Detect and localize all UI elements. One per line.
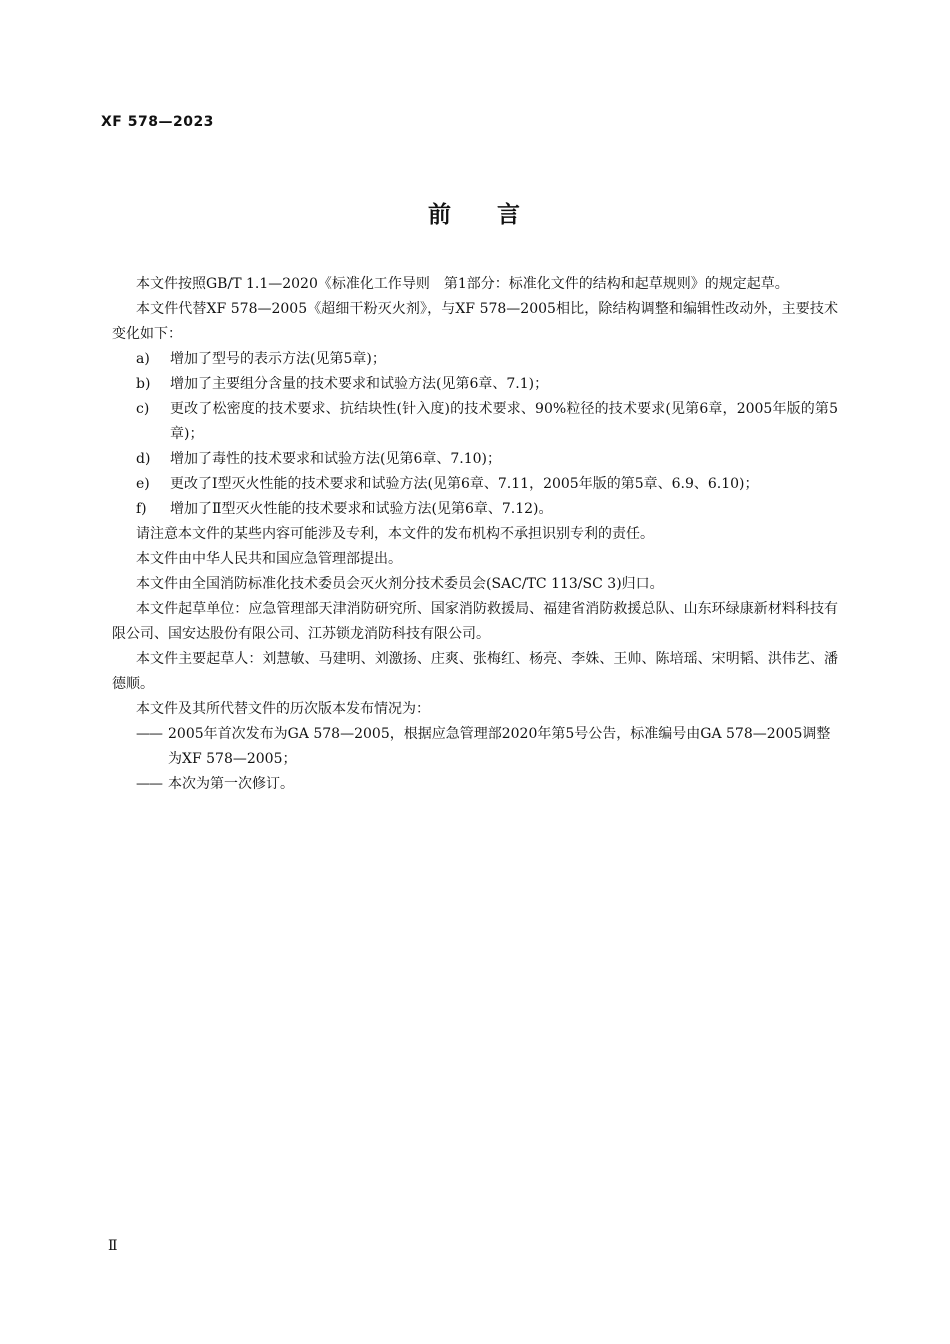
list-text: 增加了Ⅱ型灭火性能的技术要求和试验方法(见第6章、7.12)。	[170, 501, 553, 517]
paragraph-drafting-rules: 本文件按照GB/T 1.1—2020《标准化工作导则 第1部分：标准化文件的结构和起草规则》的规定起草。	[136, 276, 789, 292]
list-text: 增加了毒性的技术要求和试验方法(见第6章、7.10)；	[170, 451, 502, 467]
dash-marker: ——	[136, 726, 162, 742]
history-text: 本次为第一次修订。	[168, 776, 294, 792]
title-char-2: 言	[497, 202, 522, 228]
paragraph-patent-notice: 请注意本文件的某些内容可能涉及专利，本文件的发布机构不承担识别专利的责任。	[136, 526, 654, 542]
document-code: XF 578—2023	[101, 114, 214, 130]
history-text: 2005年首次发布为GA 578—2005，根据应急管理部2020年第5号公告，标准编号由GA 578—2005调整为XF 578—2005；	[168, 726, 831, 767]
list-text: 增加了主要组分含量的技术要求和试验方法(见第6章、7.1)；	[170, 376, 549, 392]
list-item	[112, 472, 838, 497]
list-marker: f)	[136, 501, 147, 517]
list-item	[112, 372, 838, 397]
paragraph-drafting-units: 本文件起草单位：应急管理部天津消防研究所、国家消防救援局、福建省消防救援总队、山东环绿康新材料科技有限公司、国安达股份有限公司、江苏锁龙消防科技有限公司。	[112, 601, 838, 642]
paragraph-history-intro: 本文件及其所代替文件的历次版本发布情况为：	[136, 701, 430, 717]
list-text: 更改了Ⅰ型灭火性能的技术要求和试验方法(见第6章、7.11，2005年版的第5章、6.9、6.10)；	[170, 476, 759, 492]
list-item	[112, 497, 838, 522]
list-marker: a)	[136, 351, 150, 367]
list-marker: d)	[136, 451, 151, 467]
history-item	[112, 772, 838, 797]
list-marker: c)	[136, 401, 150, 417]
list-marker: b)	[136, 376, 151, 392]
paragraph-replacement: 本文件代替XF 578—2005《超细干粉灭火剂》，与XF 578—2005相比，除结构调整和编辑性改动外，主要技术变化如下：	[112, 301, 838, 342]
history-item	[112, 722, 838, 772]
foreword-body	[112, 272, 838, 797]
page-title	[0, 196, 950, 229]
page-number: Ⅱ	[108, 1238, 118, 1254]
list-item	[112, 397, 838, 447]
list-item	[112, 347, 838, 372]
list-text: 更改了松密度的技术要求、抗结块性(针入度)的技术要求、90%粒径的技术要求(见第6章，2005年版的第5章)；	[170, 401, 838, 442]
title-char-1: 前	[428, 202, 453, 228]
paragraph-proposer: 本文件由中华人民共和国应急管理部提出。	[136, 551, 402, 567]
list-marker: e)	[136, 476, 150, 492]
paragraph-committee: 本文件由全国消防标准化技术委员会灭火剂分技术委员会(SAC/TC 113/SC 3)归口。	[136, 576, 664, 592]
list-item	[112, 447, 838, 472]
dash-marker: ——	[136, 776, 162, 792]
list-text: 增加了型号的表示方法(见第5章)；	[170, 351, 386, 367]
paragraph-drafters: 本文件主要起草人：刘慧敏、马建明、刘激扬、庄爽、张梅红、杨亮、李姝、王帅、陈培瑶、宋明韬、洪伟艺、潘德顺。	[112, 651, 838, 692]
